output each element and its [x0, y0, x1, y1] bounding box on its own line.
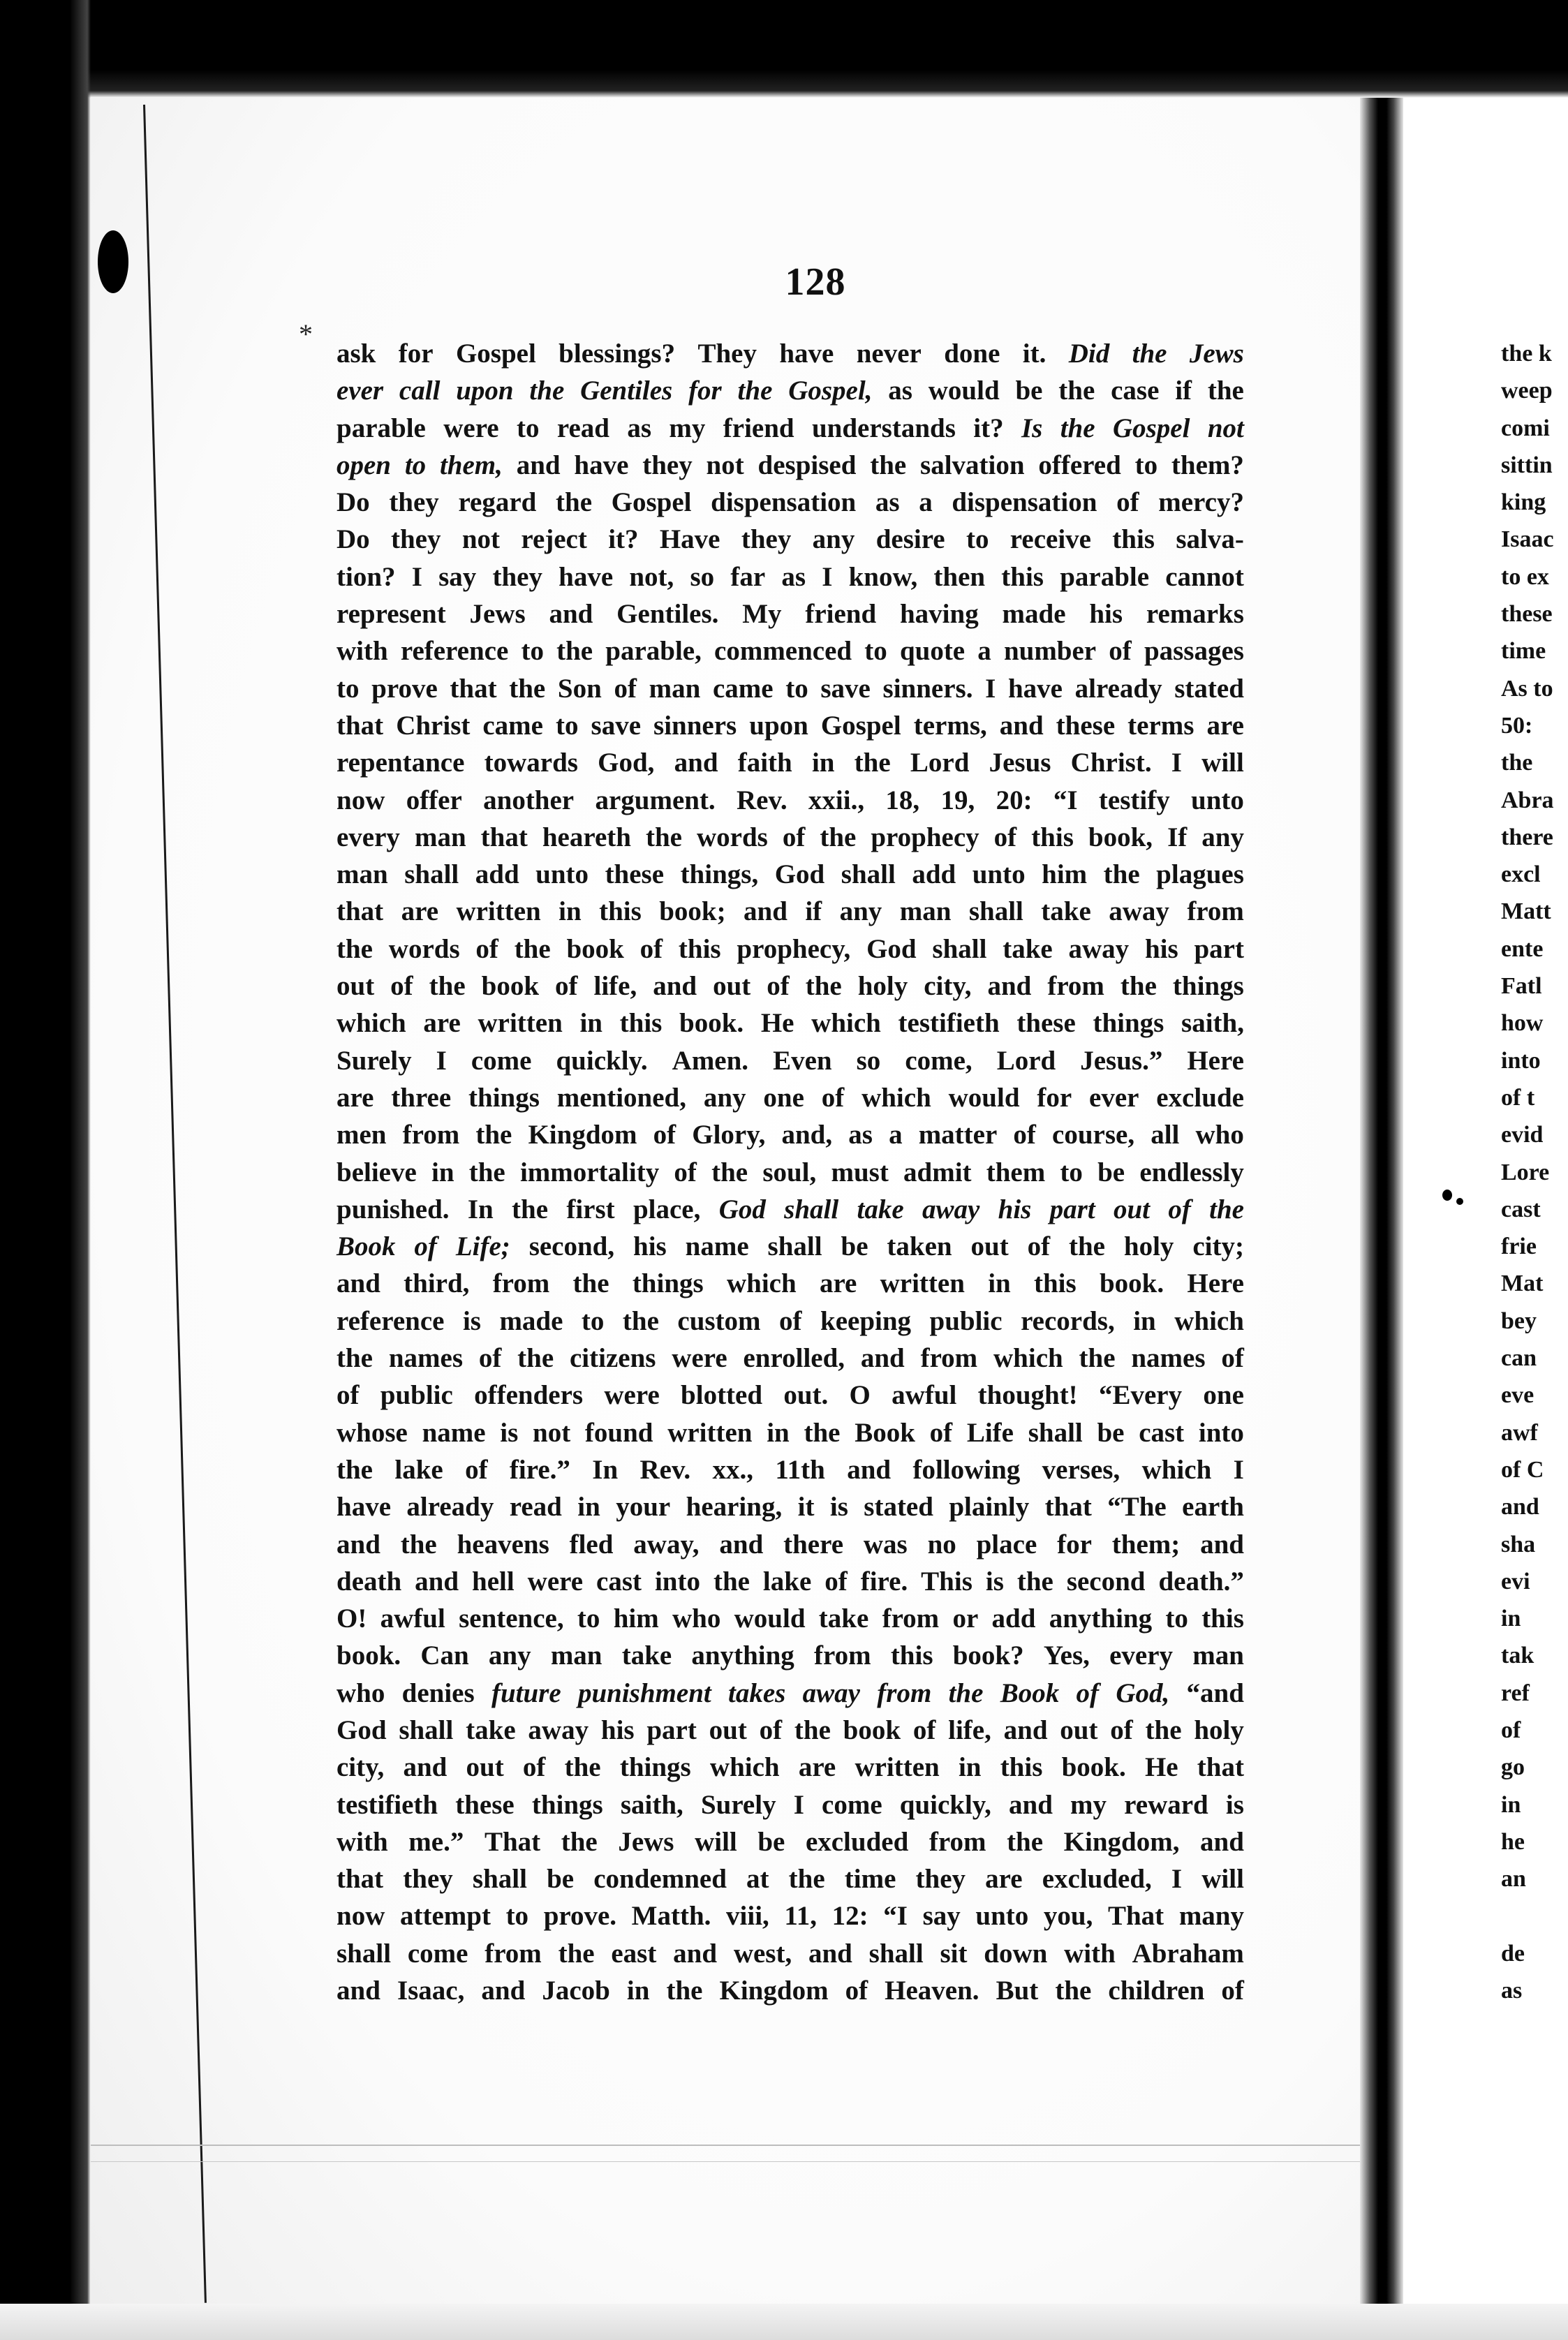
right-page-fragment: tak: [1501, 1643, 1534, 1669]
text-line: who denies future punishment takes away from the Book of God, “and: [336, 1678, 1244, 1708]
right-page-fragment: of t: [1501, 1084, 1535, 1111]
text-line: O! awful sentence, to him who would take from or add anything to this: [336, 1604, 1244, 1634]
ink-blot: [1442, 1190, 1452, 1201]
right-page-fragment: awf: [1501, 1419, 1538, 1446]
text-line: that they shall be condemned at the time they are excluded, I will: [336, 1864, 1244, 1895]
right-page-fragment: an: [1501, 1866, 1526, 1893]
right-page-fragment: these: [1501, 601, 1553, 628]
right-page-fragment: ente: [1501, 935, 1544, 962]
right-page-fragment: can: [1501, 1345, 1537, 1372]
text-line: have already read in your hearing, it is stated plainly that “The earth: [336, 1492, 1244, 1523]
right-page-fragment: as: [1501, 1978, 1523, 2004]
right-page-fragment: of: [1501, 1717, 1521, 1743]
right-page-fragment: in: [1501, 1791, 1521, 1818]
text-line: every man that heareth the words of the prophecy of this book, If any: [336, 822, 1244, 852]
text-line: testifieth these things saith, Surely I come quickly, and my reward is: [336, 1789, 1244, 1820]
right-page-fragment: Mat: [1501, 1271, 1544, 1297]
text-line: now offer another argument. Rev. xxii., 18, 19, 20: “I testify unto: [336, 785, 1244, 815]
scan-top-border: [0, 0, 1568, 98]
ink-blot: [98, 230, 128, 293]
right-page-fragment: bey: [1501, 1308, 1537, 1334]
book-gutter: [1360, 98, 1403, 2318]
right-page-fragment: 50:: [1501, 712, 1533, 739]
text-line: God shall take away his part out of the book of life, and out of the holy: [336, 1715, 1244, 1745]
text-line: city, and out of the things which are written in this book. He that: [336, 1752, 1244, 1783]
text-line: death and hell were cast into the lake of fire. This is the second death.”: [336, 1566, 1244, 1597]
text-line: punished. In the first place, God shall take away his part out of the: [336, 1194, 1244, 1224]
right-page-fragment: evid: [1501, 1122, 1544, 1148]
text-line: whose name is not found written in the Book of Life shall be cast into: [336, 1417, 1244, 1448]
text-line: Do they regard the Gospel dispensation as a dispensation of mercy?: [336, 487, 1244, 518]
text-line: with reference to the parable, commenced to quote a number of passages: [336, 636, 1244, 667]
text-line: the lake of fire.” In Rev. xx., 11th and following verses, which I: [336, 1454, 1244, 1485]
right-page-fragment: ref: [1501, 1680, 1530, 1706]
text-line: man shall add unto these things, God shall add unto him the plagues: [336, 859, 1244, 890]
text-line: that are written in this book; and if any man shall take away from: [336, 896, 1244, 927]
right-page-fragment: Isaac: [1501, 526, 1554, 553]
right-page-fragment: go: [1501, 1754, 1525, 1781]
ink-blot: [1456, 1198, 1463, 1205]
text-line: the names of the citizens were enrolled, and from which the names of: [336, 1343, 1244, 1374]
text-line: Book of Life; second, his name shall be taken out of the holy city;: [336, 1231, 1244, 1262]
right-page-fragment: to ex: [1501, 563, 1549, 590]
right-page-fragment: there: [1501, 824, 1553, 850]
text-line: now attempt to prove. Matth. viii, 11, 12: “I say unto you, That many: [336, 1901, 1244, 1932]
right-page-fragment: in: [1501, 1606, 1521, 1632]
text-line: men from the Kingdom of Glory, and, as a matter of course, all who: [336, 1120, 1244, 1150]
right-page-fragment: sittin: [1501, 452, 1553, 478]
text-line: to prove that the Son of man came to save sinners. I have already stated: [336, 673, 1244, 704]
right-page-fragment: and: [1501, 1494, 1539, 1520]
page-number: 128: [785, 260, 846, 304]
text-line: are three things mentioned, any one of which would for ever exclude: [336, 1082, 1244, 1113]
body-text: [336, 335, 1244, 2009]
right-page-fragment: Lore: [1501, 1159, 1550, 1185]
right-page-fragment: Matt: [1501, 898, 1551, 925]
right-page-fragment: comi: [1501, 415, 1550, 441]
right-page-fragment: into: [1501, 1047, 1541, 1074]
right-page-fragment: Fatl: [1501, 973, 1542, 1000]
text-line: reference is made to the custom of keeping public records, in which: [336, 1305, 1244, 1336]
right-page-fragment: weep: [1501, 378, 1553, 404]
text-line: believe in the immortality of the soul, must admit them to be endlessly: [336, 1157, 1244, 1187]
right-page-fragment: excl: [1501, 861, 1541, 888]
text-line: that Christ came to save sinners upon Gospel terms, and these terms are: [336, 710, 1244, 741]
text-line: parable were to read as my friend understands it? Is the Gospel not: [336, 413, 1244, 443]
right-page-fragment: how: [1501, 1010, 1544, 1037]
right-page-fragment: de: [1501, 1940, 1525, 1967]
text-line: which are written in this book. He which testifieth these things saith,: [336, 1008, 1244, 1039]
right-page-fragment: sha: [1501, 1531, 1536, 1557]
text-line: and Isaac, and Jacob in the Kingdom of Heaven. But the children of: [336, 1976, 1244, 2006]
scan-left-border: [0, 0, 91, 2340]
right-page-fragment: cast: [1501, 1196, 1541, 1222]
text-line: represent Jews and Gentiles. My friend having made his remarks: [336, 599, 1244, 630]
right-page-fragment: eve: [1501, 1382, 1534, 1409]
right-page-fragment: As to: [1501, 675, 1553, 702]
bottom-rule: [91, 2145, 1360, 2146]
right-page-fragment: [1501, 1897, 1568, 1934]
text-line: ask for Gospel blessings? They have never done it. Did the Jews: [336, 339, 1244, 369]
text-line: ever call upon the Gentiles for the Gospel, as would be the case if the: [336, 376, 1244, 406]
right-page-fragment: time: [1501, 638, 1546, 665]
bottom-rule-secondary: [91, 2161, 1360, 2162]
text-line: of public offenders were blotted out. O awful thought! “Every one: [336, 1380, 1244, 1411]
text-line: and the heavens fled away, and there was no place for them; and: [336, 1529, 1244, 1560]
text-line: tion? I say they have not, so far as I know, then this parable cannot: [336, 561, 1244, 592]
text-line: out of the book of life, and out of the holy city, and from the things: [336, 971, 1244, 1002]
right-page-fragment: frie: [1501, 1234, 1537, 1260]
text-line: the words of the book of this prophecy, God shall take away his part: [336, 933, 1244, 964]
text-line: book. Can any man take anything from this book? Yes, every man: [336, 1641, 1244, 1671]
text-line: and third, from the things which are written in this book. Here: [336, 1268, 1244, 1299]
right-page-fragment: evi: [1501, 1568, 1530, 1594]
scan-bottom-border: [0, 2304, 1568, 2340]
right-page-fragment: of C: [1501, 1456, 1544, 1483]
text-line: Surely I come quickly. Amen. Even so come, Lord Jesus.” Here: [336, 1045, 1244, 1076]
right-page-fragment: Abra: [1501, 787, 1554, 813]
right-page-text: [1501, 335, 1568, 2009]
right-page-fragment: the: [1501, 750, 1533, 776]
text-line: open to them, and have they not despised the salvation offered to them?: [336, 450, 1244, 480]
text-line: repentance towards God, and faith in the Lord Jesus Christ. I will: [336, 748, 1244, 778]
text-line: Do they not reject it? Have they any desire to receive this salva-: [336, 524, 1244, 555]
text-line: shall come from the east and west, and shall sit down with Abraham: [336, 1938, 1244, 1969]
right-page-fragment: the k: [1501, 341, 1552, 366]
right-page-fragment: king: [1501, 489, 1546, 516]
margin-mark: *: [299, 318, 313, 350]
right-page-fragment: he: [1501, 1828, 1525, 1855]
text-line: with me.” That the Jews will be excluded from the Kingdom, and: [336, 1826, 1244, 1857]
